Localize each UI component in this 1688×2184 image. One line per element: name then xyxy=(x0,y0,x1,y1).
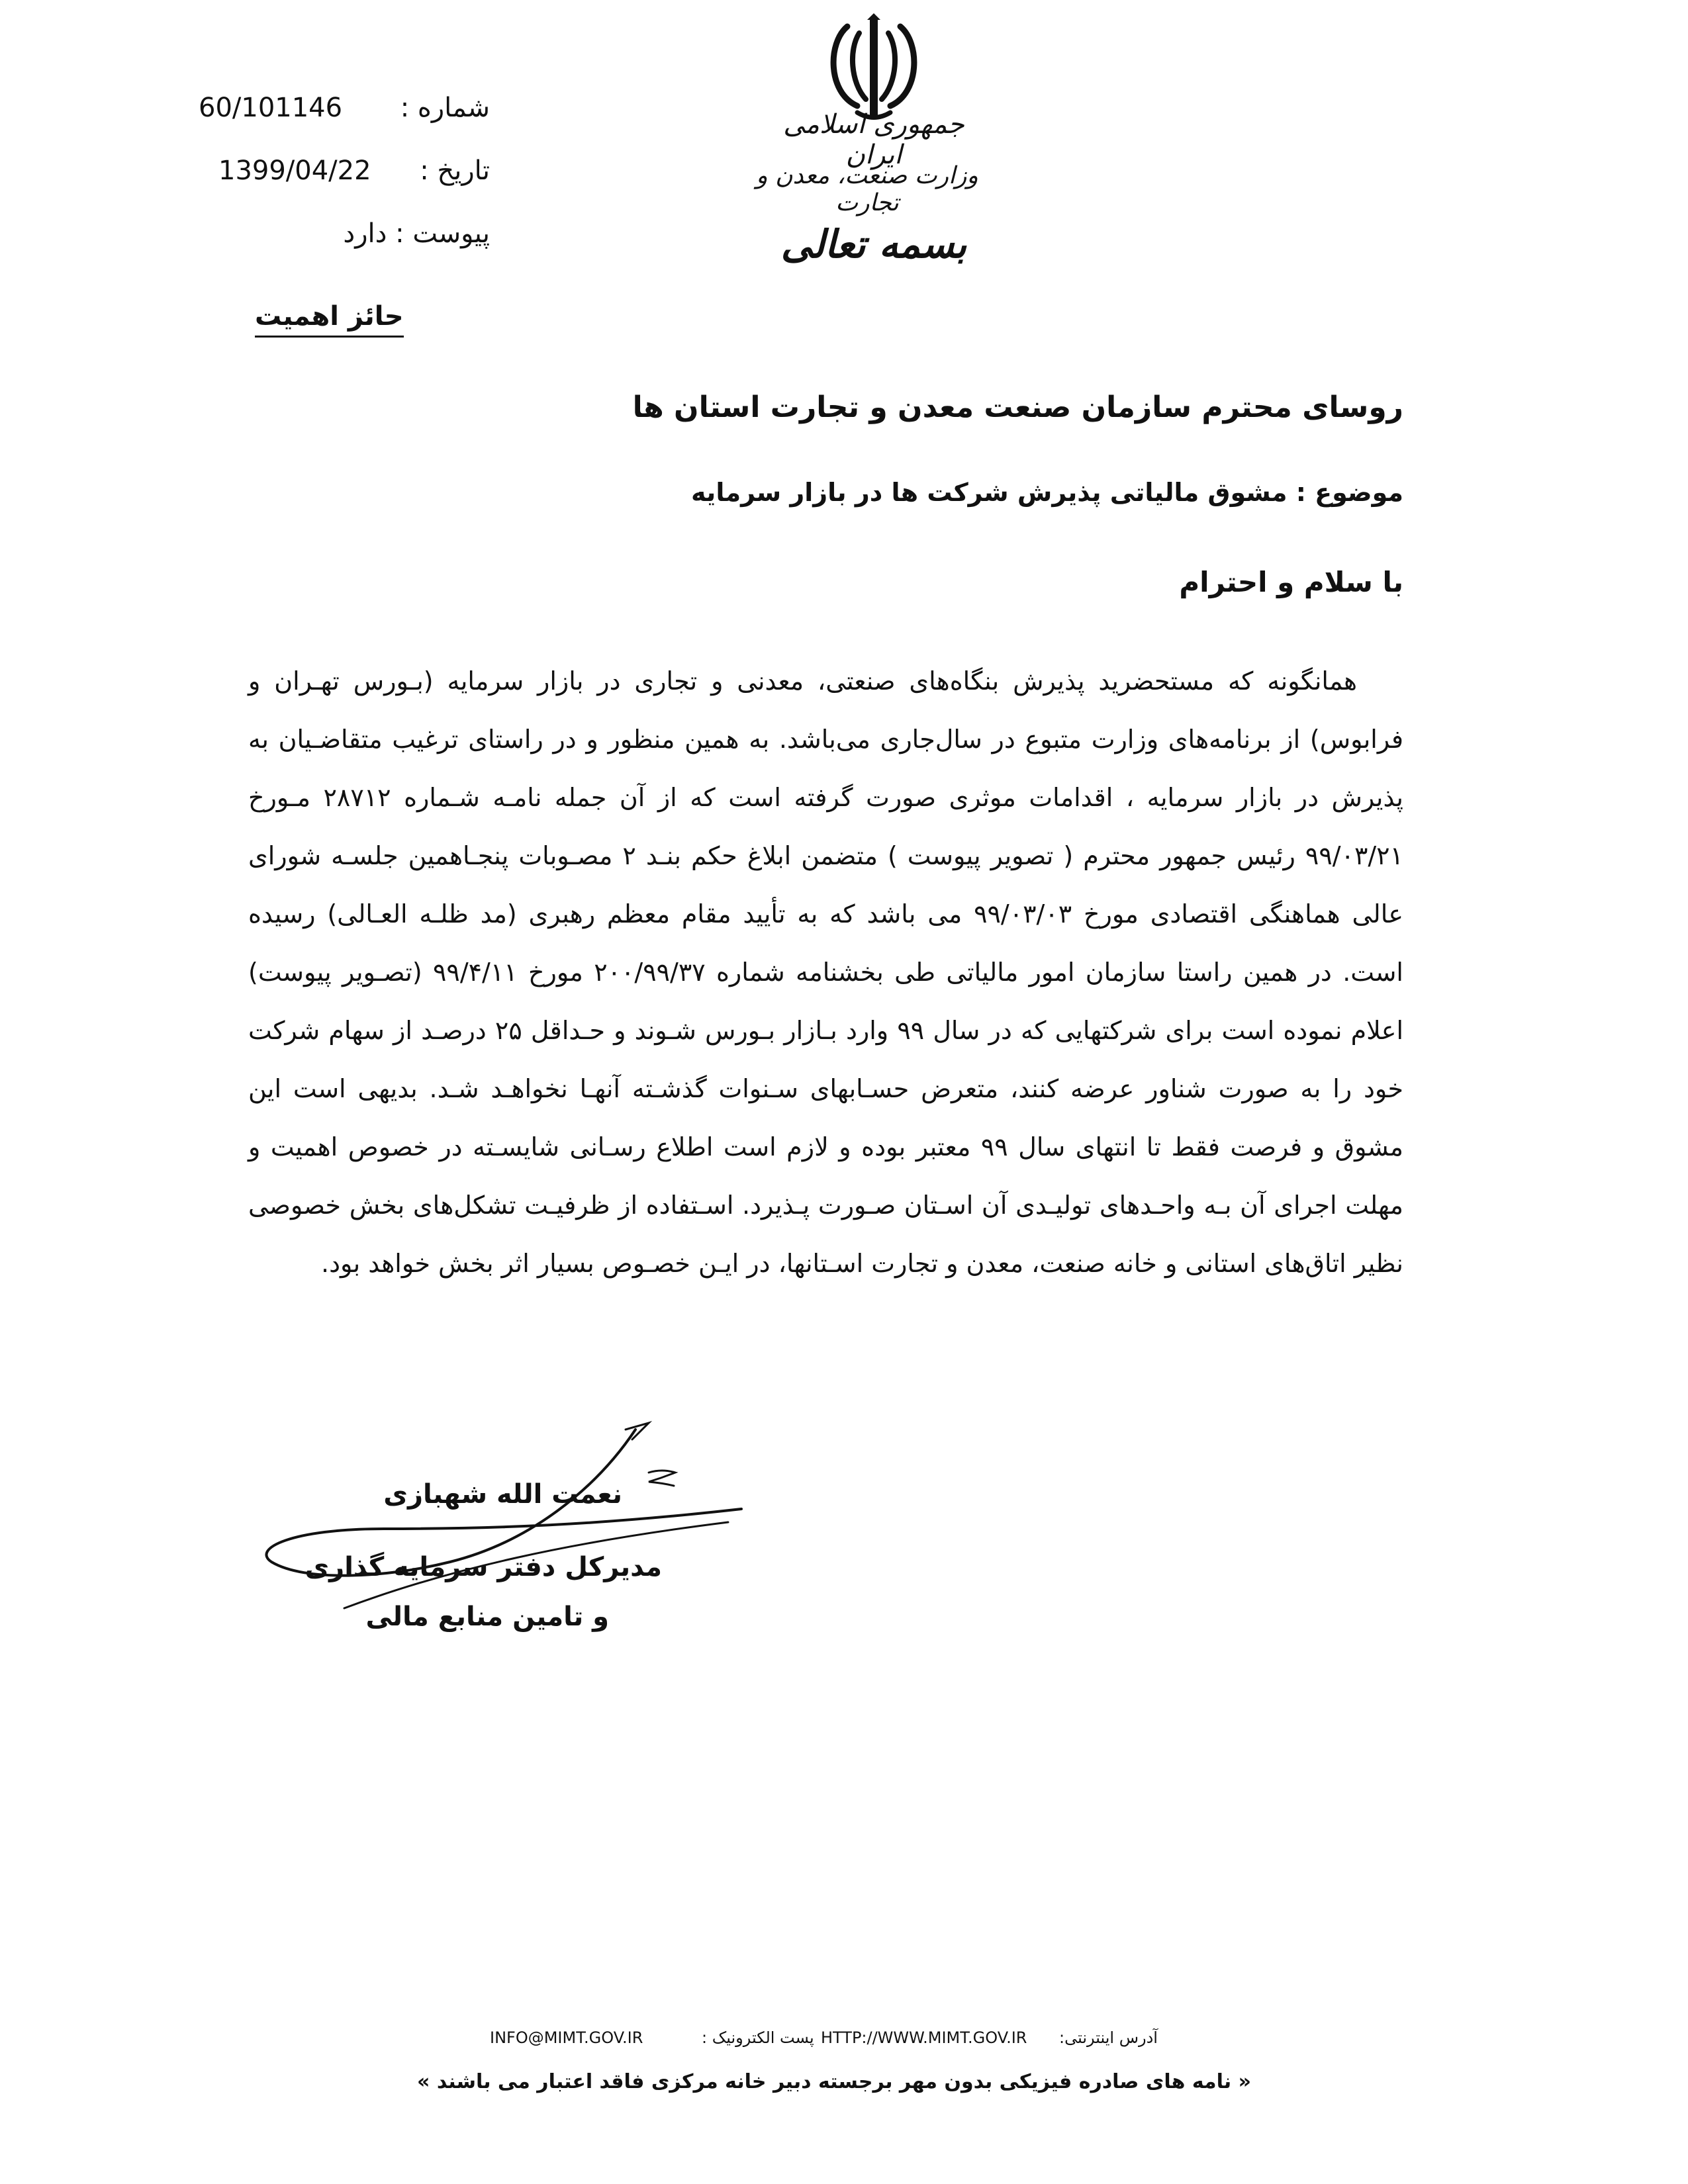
footer-web-link[interactable]: HTTP://WWW.MIMT.GOV.IR xyxy=(821,2028,1027,2047)
signatory-name: نعمت الله شهبازی xyxy=(383,1479,622,1510)
subject-line: موضوع : مشوق مالیاتی پذیرش شرکت ها در بازار سرمایه xyxy=(691,478,1403,507)
attachment-row xyxy=(199,218,490,249)
letter-date-label: تاریخ : xyxy=(420,156,490,186)
letter-date-value: 1399/04/22 xyxy=(218,156,371,186)
header-republic: جمهوری اسلامی ایران xyxy=(783,109,964,170)
recipient: روسای محترم سازمان صنعت معدن و تجارت استان ها xyxy=(632,390,1403,424)
attachment-text: پیوست : دارد xyxy=(343,218,490,249)
importance-label: حائز اهمیت xyxy=(255,301,404,338)
letter-number-label: شماره : xyxy=(400,93,490,123)
letter-date-row xyxy=(199,156,490,186)
letter-number-value: 60/101146 xyxy=(199,93,343,123)
footer-contacts xyxy=(477,2028,1205,2055)
footer-notice: « نامه های صادره فیزیکی بدون مهر برجسته دبیر خانه مرکزی فاقد اعتبار می باشند » xyxy=(417,2070,1251,2093)
signatory-title-line2: و تامین منابع مالی xyxy=(365,1602,609,1632)
footer-email-label: پست الکترونیک : xyxy=(702,2028,814,2047)
header-ministry: وزارت صنعت، معدن و تجارت xyxy=(756,162,978,216)
signatory-title-line1: مدیرکل دفتر سرمایه گذاری xyxy=(305,1552,662,1582)
greeting: با سلام و احترام xyxy=(1179,566,1403,598)
header-bismillah: بسمه تعالی xyxy=(780,222,967,267)
letter-number-row xyxy=(199,93,490,123)
footer-web-label: آدرس اینترنتی: xyxy=(1059,2028,1158,2047)
letter-body: همانگونه که مستحضرید پذیرش بنگاه‌های صنعتی، معدنی و تجاری در بازار سرمایه (بـورس تهـران و فرابوس) از برنامه‌های وزارت متبوع در سال‌جاری می‌باشد. به همین منظور و در راستای ترغیب متقاضـیان به پذیرش در بازار سرمایه ، اقدامات موثری صورت گرفته است که از آن جمله نامـه شـماره ۲۸۷۱۲ مـورخ ۹۹/۰۳/۲۱ رئیس جمهور محترم ( تصویر پیوست ) متضمن ابلاغ حکم بنـد ۲ مصـوبات پنجـاهمین جلسـه شورای عالی هماهنگی اقتصادی مورخ ۹۹/۰۳/۰۳ می باشد که به تأیید مقام معظم رهبری (مد ظلـه العـالی) رسیده است. در همین راستا سازمان امور مالیاتی طی بخشنامه شماره ۲۰۰/۹۹/۳۷ مورخ ۹۹/۴/۱۱ (تصـویر پیوست) اعلام نموده است برای شرکتهایی که در سال ۹۹ وارد بـازار بـورس شـوند و حـداقل ۲۵ درصـد از سهام شرکت خود را به صورت شناور عرضه کنند، متعرض حسـابهای سـنوات گذشـته آنهـا نخواهـد شـد. بدیهی است این مشوق و فرصت فقط تا انتهای سال ۹۹ معتبر بوده و لازم است اطلاع رسـانی شایسـته در خصوص اهمیت و مهلت اجرای آن بـه واحـدهای تولیـدی آن اسـتان صـورت پـذیرد. اسـتفاده از ظرفیـت تشکل‌های بخش خصوصی نظیر اتاق‌های استانی و خانه صنعت، معدن و تجارت اسـتانها، در ایـن خصـوص بسیار اثر بخش خواهد بود. xyxy=(248,666,1404,1278)
footer-email-link[interactable]: INFO@MIMT.GOV.IR xyxy=(490,2028,643,2047)
